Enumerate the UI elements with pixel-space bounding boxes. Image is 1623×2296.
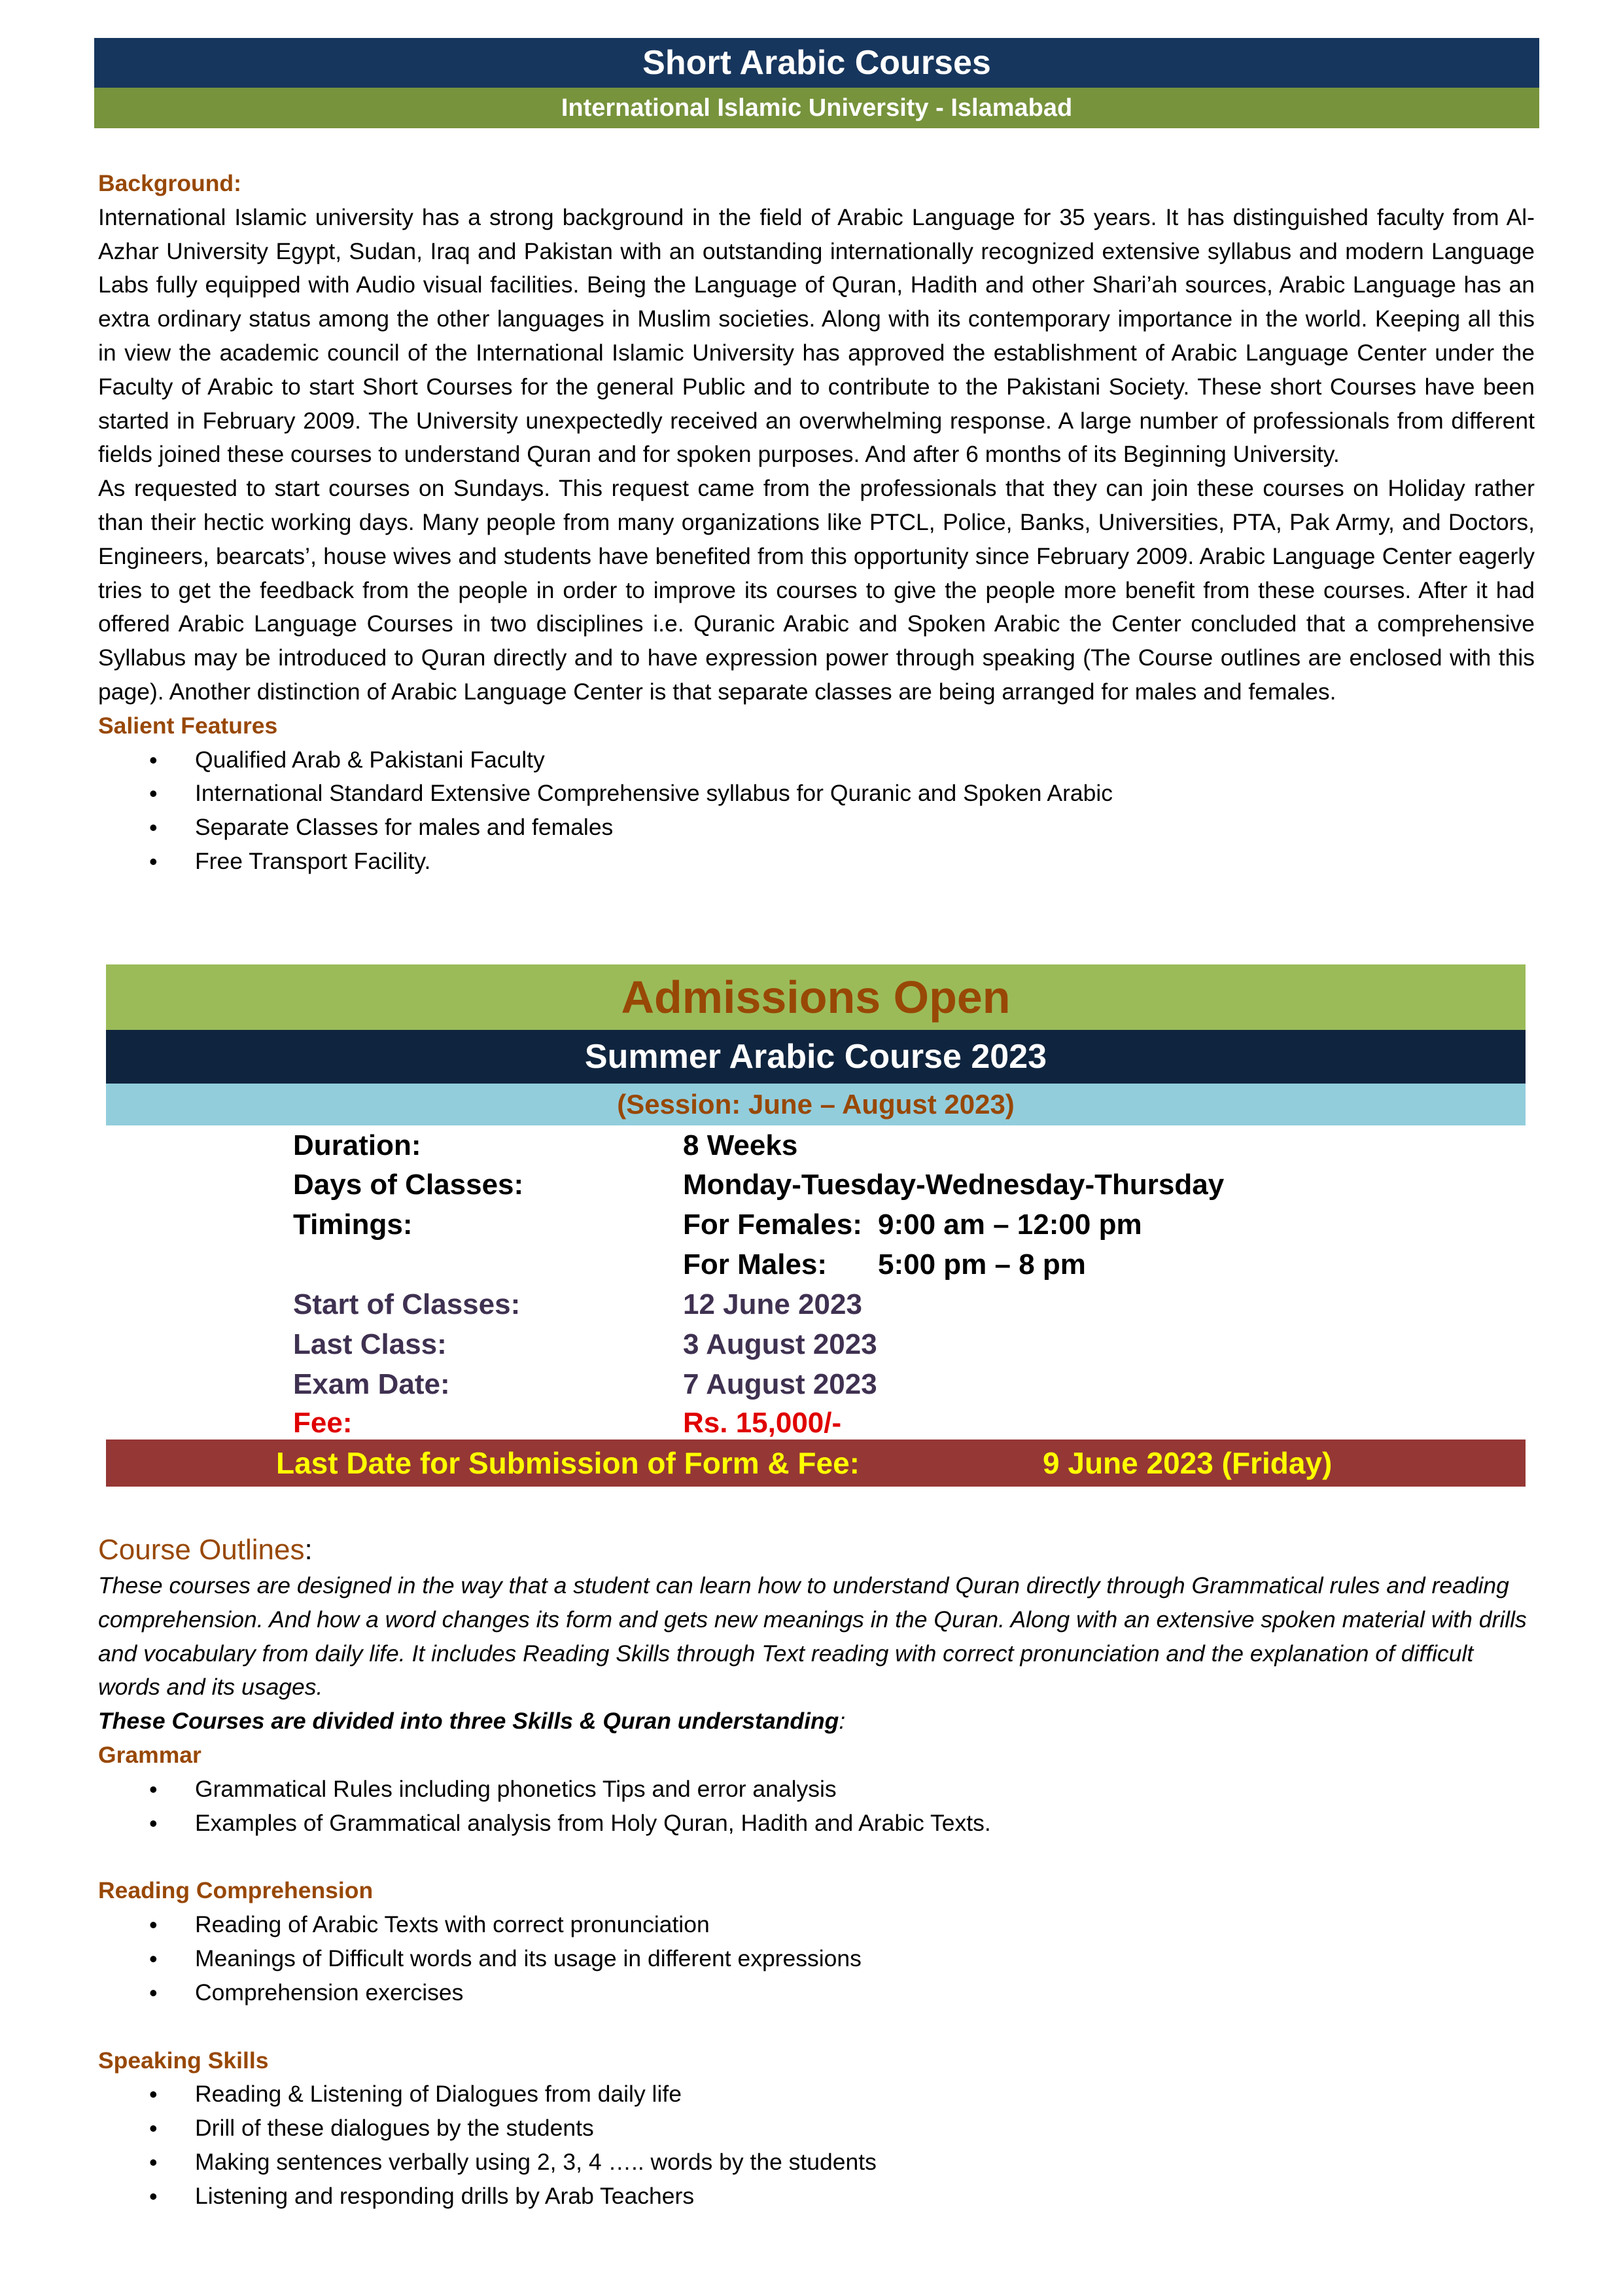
- duration-label: Duration:: [293, 1129, 421, 1161]
- days-label: Days of Classes:: [293, 1169, 524, 1201]
- list-item: • Separate Classes for males and females: [98, 811, 1535, 845]
- background-heading: Background:: [98, 170, 241, 196]
- salient-features-heading: Salient Features: [98, 712, 278, 739]
- start-label: Start of Classes:: [293, 1288, 521, 1320]
- last-class-row: [293, 1328, 1471, 1368]
- last-class-label: Last Class:: [293, 1328, 447, 1360]
- list-item: • Grammatical Rules including phonetics Tips and error analysis: [98, 1773, 1535, 1807]
- spacer: [98, 2010, 1535, 2044]
- females-label: For Females:: [683, 1209, 862, 1241]
- males-row: [293, 1248, 1471, 1288]
- list-item: • Qualified Arab & Pakistani Faculty: [98, 743, 1535, 777]
- skills-divided-text: These Courses are divided into three Skills & Quran understanding: [98, 1708, 839, 1735]
- list-item: • Drill of these dialogues by the students: [98, 2111, 1535, 2146]
- list-item: • Comprehension exercises: [98, 1976, 1535, 2010]
- exam-label: Exam Date:: [293, 1368, 450, 1400]
- exam-value: 7 August 2023: [683, 1368, 877, 1400]
- last-date-banner: [106, 1439, 1526, 1487]
- list-item: • Making sentences verbally using 2, 3, 4 ….. words by the students: [98, 2146, 1535, 2180]
- course-details: [106, 1125, 1526, 1439]
- males-time: 5:00 pm – 8 pm: [878, 1248, 1086, 1280]
- start-row: [293, 1288, 1471, 1328]
- spacer: [98, 1840, 1535, 1874]
- background-paragraph-2: As requested to start courses on Sundays. This request came from the professionals that they can join these courses on Holiday rather than their hectic working days. Many people from many organizations like PTCL, Police, Banks, Universities, PTA, Pak Army, and Doctors, Engineers, bearcats’, house wives and students have benefited from this opportunity since February 2009. Arabic Language Center eagerly tries to get the feedback from the people in order to improve its courses to give the people more benefit from these courses. After it had offered Arabic Language Courses in two disciplines i.e. Quranic Arabic and Spoken Arabic the Center concluded that a comprehensive Syllabus may be introduced to Quran directly and to have expression power through speaking (The Course outlines are enclosed with this page). Another distinction of Arabic Language Center is that separate classes are being arranged for males and females.: [98, 475, 1535, 705]
- males-label: For Males:: [683, 1248, 828, 1280]
- last-date-label: Last Date for Submission of Form & Fee:: [276, 1446, 860, 1480]
- speaking-skills-heading: Speaking Skills: [98, 2047, 269, 2074]
- course-title-banner: Summer Arabic Course 2023: [106, 1030, 1526, 1084]
- admissions-box: [106, 964, 1526, 1487]
- session-banner: (Session: June – August 2023): [106, 1084, 1526, 1125]
- skills-divided-line: [98, 1704, 1535, 1739]
- last-class-value: 3 August 2023: [683, 1328, 877, 1360]
- duration-value: 8 Weeks: [683, 1129, 798, 1161]
- days-value: Monday-Tuesday-Wednesday-Thursday: [683, 1169, 1225, 1201]
- course-outlines-title: Course Outlines: [98, 1534, 305, 1566]
- admissions-open-banner: Admissions Open: [106, 964, 1526, 1030]
- list-item: • International Standard Extensive Comprehensive syllabus for Quranic and Spoken Arabic: [98, 777, 1535, 811]
- timings-label: Timings:: [293, 1209, 413, 1241]
- fee-label: Fee:: [293, 1407, 353, 1439]
- reading-comprehension-list: [98, 1908, 1535, 2009]
- course-outlines-heading: [98, 1531, 1535, 1569]
- duration-row: [293, 1129, 1471, 1169]
- grammar-heading: Grammar: [98, 1741, 201, 1768]
- reading-comprehension-heading: Reading Comprehension: [98, 1877, 374, 1904]
- course-outlines-colon: :: [304, 1534, 313, 1566]
- list-item: • Reading of Arabic Texts with correct pronunciation: [98, 1908, 1535, 1942]
- exam-row: [293, 1368, 1471, 1407]
- list-item: • Listening and responding drills by Arab Teachers: [98, 2180, 1535, 2214]
- salient-features-list: [98, 743, 1535, 879]
- list-item: • Reading & Listening of Dialogues from daily life: [98, 2077, 1535, 2111]
- last-date-value: 9 June 2023 (Friday): [1043, 1446, 1333, 1480]
- days-row: [293, 1169, 1471, 1208]
- timings-row: [293, 1209, 1471, 1248]
- document-title: Short Arabic Courses: [94, 38, 1539, 88]
- background-paragraph-1: International Islamic university has a strong background in the field of Arabic Language for 35 years. It has distinguished faculty from Al-Azhar University Egypt, Sudan, Iraq and Pakistan with an outstanding internationally recognized extensive syllabus and modern Language Labs fully equipped with Audio visual facilities. Being the Language of Quran, Hadith and other Shari’ah sources, Arabic Language has an extra ordinary status among the other languages in Muslim societies. Along with its contemporary importance in the world. Keeping all this in view the academic council of the International Islamic University has approved the establishment of Arabic Language Center under the Faculty of Arabic to start Short Courses for the general Public and to contribute to the Pakistani Society. These short Courses have been started in February 2009. The University unexpectedly received an overwhelming response. A large number of professionals from different fields joined these courses to understand Quran and for spoken purposes. And after 6 months of its Beginning University.: [98, 203, 1535, 468]
- list-item: • Free Transport Facility.: [98, 845, 1535, 879]
- list-item: • Meanings of Difficult words and its usage in different expressions: [98, 1942, 1535, 1976]
- females-time: 9:00 am – 12:00 pm: [878, 1209, 1142, 1241]
- background-section: [98, 167, 1535, 879]
- course-outlines-intro: These courses are designed in the way that a student can learn how to understand Quran directly through Grammatical rules and reading comprehension. And how a word changes its form and gets new meanings in the Quran. Along with an extensive spoken material with drills and vocabulary from daily life. It includes Reading Skills through Text reading with correct pronunciation and the explanation of difficult words and its usages.: [98, 1572, 1527, 1701]
- grammar-list: [98, 1773, 1535, 1841]
- list-item: • Examples of Grammatical analysis from Holy Quran, Hadith and Arabic Texts.: [98, 1807, 1535, 1841]
- skills-divided-colon: :: [839, 1708, 846, 1735]
- start-value: 12 June 2023: [683, 1288, 862, 1320]
- speaking-skills-list: [98, 2077, 1535, 2213]
- university-banner: International Islamic University - Islamabad: [94, 88, 1539, 128]
- fee-value: Rs. 15,000/-: [683, 1407, 842, 1439]
- course-outlines-section: [98, 1531, 1535, 2214]
